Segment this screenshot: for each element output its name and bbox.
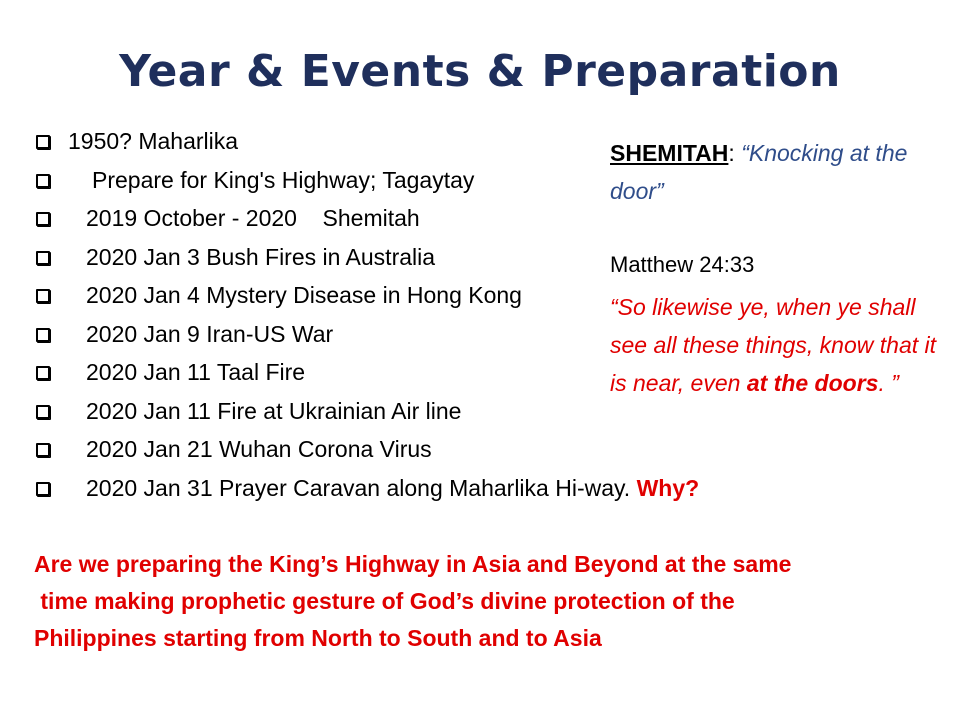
event-text: 2019 October - 2020 Shemitah <box>86 205 420 231</box>
verse-end: . ” <box>878 370 899 396</box>
event-text <box>86 471 699 505</box>
closing-line: Philippines starting from North to South and to Asia <box>34 625 602 651</box>
checkbox-icon <box>36 135 50 149</box>
shemitah-note <box>610 134 950 210</box>
shemitah-quote: “Knocking at the door” <box>610 140 908 204</box>
verse-reference: Matthew 24:33 <box>610 252 755 277</box>
checkbox-icon <box>36 443 50 457</box>
checkbox-icon <box>36 289 50 303</box>
event-text: 1950? Maharlika <box>68 128 239 154</box>
checkbox-icon <box>36 174 50 188</box>
event-text: 2020 Jan 9 Iran-US War <box>86 320 334 347</box>
event-text: 2020 Jan 11 Taal Fire <box>86 359 306 385</box>
verse-emphasis: at the doors <box>746 370 879 396</box>
shemitah-heading: SHEMITAH <box>610 140 729 166</box>
checkbox-icon <box>36 212 50 226</box>
shemitah-colon: : <box>728 140 742 166</box>
closing-question <box>34 546 934 657</box>
closing-line: Are we preparing the King’s Highway in Asia and Beyond at the same <box>34 551 792 577</box>
checkbox-icon <box>36 366 50 380</box>
event-text: 2020 Jan 3 Bush Fires in Australia <box>86 243 436 270</box>
event-text: 2020 Jan 21 Wuhan Corona Virus <box>86 436 432 462</box>
checkbox-icon <box>36 482 50 496</box>
event-text: 2020 Jan 11 Fire at Ukrainian Air line <box>86 397 462 424</box>
event-text: 2020 Jan 4 Mystery Disease in Hong Kong <box>86 282 522 308</box>
verse-quote <box>610 288 950 402</box>
slide-title: Year & Events & Preparation <box>119 46 841 97</box>
event-text: Prepare for King's Highway; Tagaytay <box>92 166 475 193</box>
checkbox-icon <box>36 251 50 265</box>
event-caravan: 2020 Jan 31 Prayer Caravan along Maharlika Hi-way. <box>86 474 631 501</box>
closing-line: time making prophetic gesture of God’s divine protection of the <box>34 588 735 614</box>
why-label: Why? <box>636 474 700 501</box>
verse-text: “So likewise ye, when ye shall see all these things, know that it is near, even <box>610 294 937 396</box>
checkbox-icon <box>36 328 50 342</box>
checkbox-icon <box>36 405 50 419</box>
